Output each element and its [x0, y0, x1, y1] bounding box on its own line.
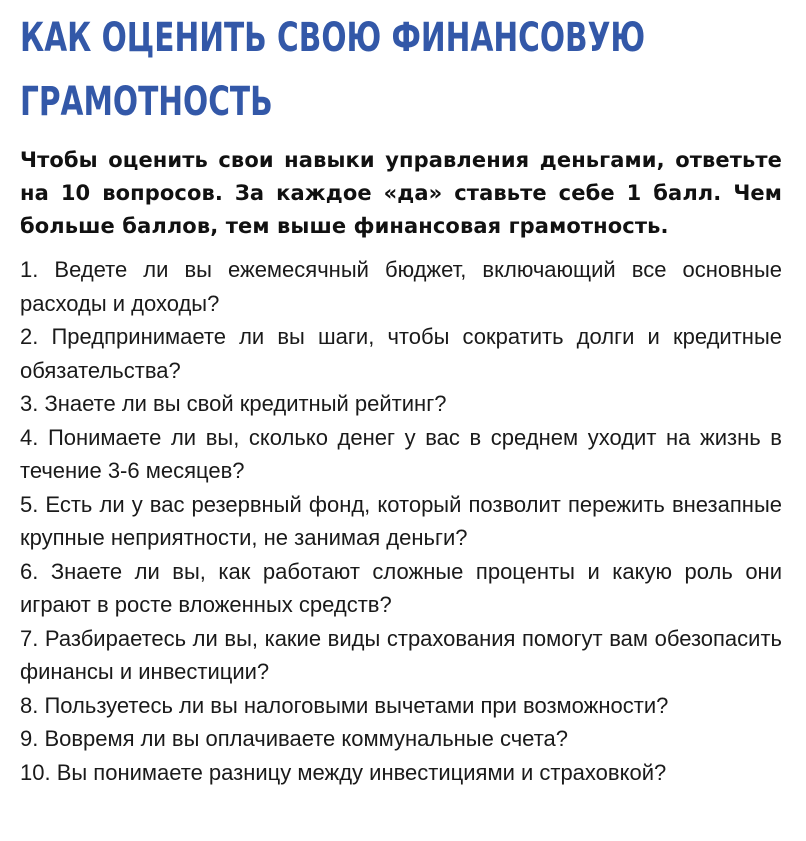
question-item-1: 1. Ведете ли вы ежемесячный бюджет, включающий все основные расходы и доходы?: [20, 257, 782, 316]
question-item-2: 2. Предпринимаете ли вы шаги, чтобы сократить долги и кредитные обязательства?: [20, 324, 782, 383]
question-item-3: 3. Знаете ли вы свой кредитный рейтинг?: [20, 391, 447, 416]
question-item-6: 6. Знаете ли вы, как работают сложные проценты и какую роль они играют в росте вложенных средств?: [20, 558, 782, 617]
question-item-5: 5. Есть ли у вас резервный фонд, который позволит пережить внезапные крупные неприятности, не занимая деньги?: [20, 491, 782, 550]
page-title: [20, 6, 646, 134]
question-item-10: 10. Вы понимаете разницу между инвестициями и страховкой?: [20, 759, 667, 785]
question-item-4: 4. Понимаете ли вы, сколько денег у вас в среднем уходит на жизнь в течение 3-6 месяцев?: [20, 424, 782, 483]
question-item-8: 8. Пользуетесь ли вы налоговыми вычетами при возможности?: [20, 692, 669, 718]
intro-paragraph: Чтобы оценить свои навыки управления деньгами, ответьте на 10 вопросов. За каждое «да» ставьте себе 1 балл. Чем больше баллов, тем выше финансовая грамотность.: [20, 148, 782, 238]
question-item-9: 9. Вовремя ли вы оплачиваете коммунальные счета?: [20, 726, 568, 751]
page-title-line-2: ГРАМОТНОСТЬ: [20, 79, 273, 125]
page-title-line-1: КАК ОЦЕНИТЬ СВОЮ ФИНАНСОВУЮ: [20, 15, 646, 61]
question-list: [20, 253, 782, 789]
question-item-7: 7. Разбираетесь ли вы, какие виды страхования помогут вам обезопасить финансы и инвестиции?: [20, 625, 782, 684]
